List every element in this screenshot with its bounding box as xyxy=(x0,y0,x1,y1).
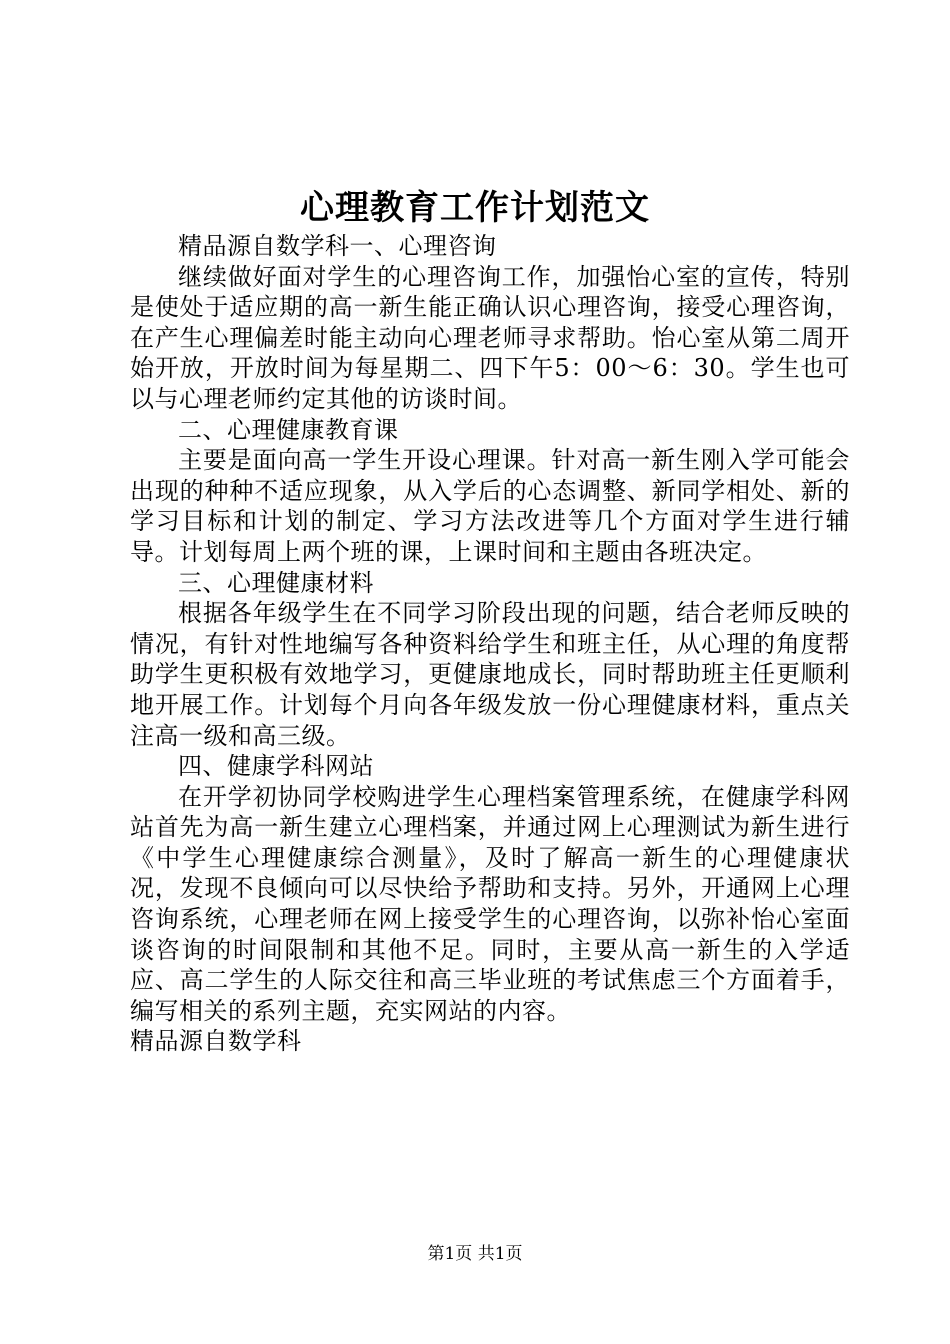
document-title: 心理教育工作计划范文 xyxy=(300,188,650,228)
body-paragraph: 主要是面向高一学生开设心理课。针对高一新生刚入学可能会出现的种种不适应现象，从入学后的心态调整、新同学相处、新的学习目标和计划的制定、学习方法改进等几个方面对学生进行辅导。计划每周上两个班的课，上课时间和主题由各班决定。 xyxy=(130,446,850,566)
page-footer: 第1页 共1页 xyxy=(427,1244,523,1264)
section-heading: 四、健康学科网站 xyxy=(178,752,374,781)
closing-line: 精品源自数学科 xyxy=(130,1027,302,1056)
body-paragraph: 继续做好面对学生的心理咨询工作，加强怡心室的宣传，特别是使处于适应期的高一新生能正确认识心理咨询，接受心理咨询，在产生心理偏差时能主动向心理老师寻求帮助。怡心室从第二周开始开放，开放时间为每星期二、四下午5：00～6：30。学生也可以与心理老师约定其他的访谈时间。 xyxy=(130,262,850,413)
section-heading: 二、心理健康教育课 xyxy=(178,415,399,444)
document-body xyxy=(130,231,850,1057)
body-paragraph: 根据各年级学生在不同学习阶段出现的问题，结合老师反映的情况，有针对性地编写各种资料给学生和班主任，从心理的角度帮助学生更积极有效地学习，更健康地成长，同时帮助班主任更顺利地开展工作。计划每个月向各年级发放一份心理健康材料，重点关注高一级和高三级。 xyxy=(130,599,850,750)
section-heading: 三、心理健康材料 xyxy=(178,568,374,597)
body-paragraph: 精品源自数学科一、心理咨询 xyxy=(178,232,497,260)
body-paragraph: 在开学初协同学校购进学生心理档案管理系统，在健康学科网站首先为高一新生建立心理档案，并通过网上心理测试为新生进行《中学生心理健康综合测量》，及时了解高一新生的心理健康状况，发现不良倾向可以尽快给予帮助和支持。另外，开通网上心理咨询系统，心理老师在网上接受学生的心理咨询，以弥补怡心室面谈咨询的时间限制和其他不足。同时，主要从高一新生的入学适应、高二学生的人际交往和高三毕业班的考试焦虑三个方面着手，编写相关的系列主题，充实网站的内容。 xyxy=(130,782,850,1025)
